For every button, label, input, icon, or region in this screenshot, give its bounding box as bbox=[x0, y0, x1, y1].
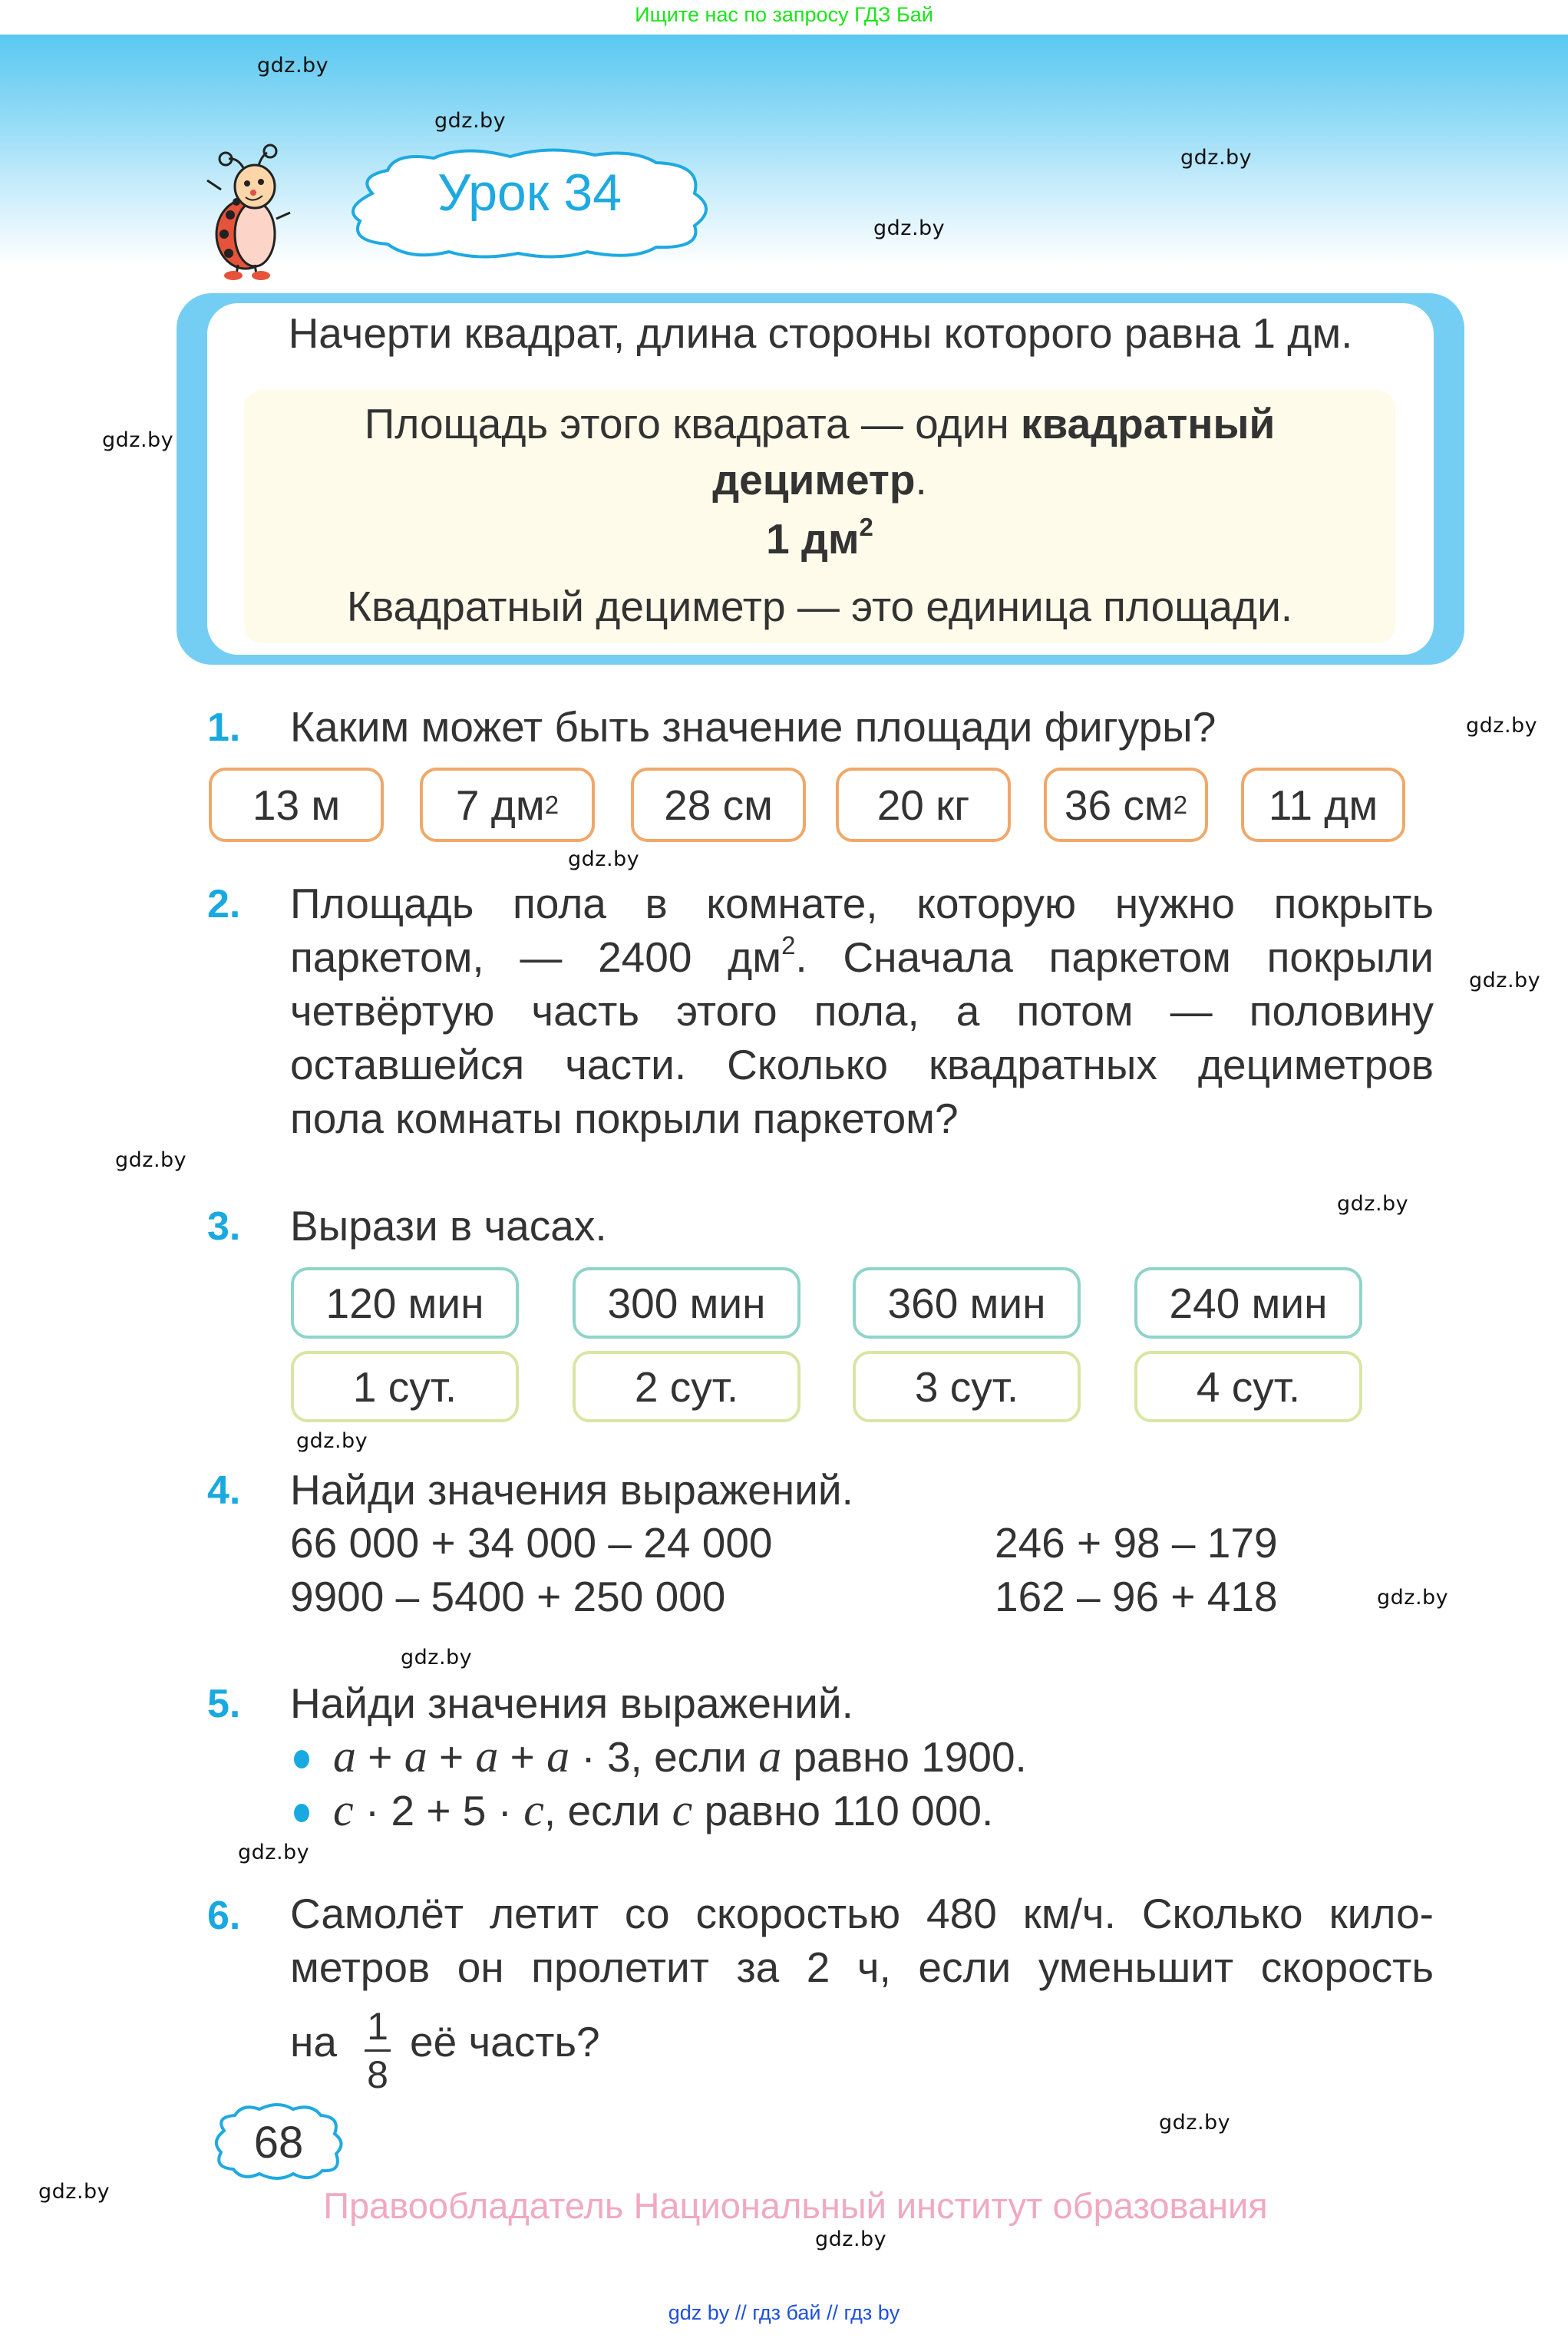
minutes-card[interactable]: 300 мин bbox=[573, 1267, 801, 1339]
days-card[interactable]: 2 сут. bbox=[573, 1351, 801, 1422]
days-card[interactable]: 1 сут. bbox=[291, 1351, 519, 1422]
watermark: gdz.by bbox=[102, 428, 174, 452]
area-option[interactable]: 20 кг bbox=[836, 768, 1011, 842]
watermark: gdz.by bbox=[1159, 2111, 1231, 2135]
task-6-pre: на bbox=[290, 2018, 337, 2066]
watermark: gdz.by bbox=[1466, 714, 1538, 738]
days-card[interactable]: 3 сут. bbox=[853, 1351, 1081, 1422]
expression: 9900 – 5400 + 250 000 bbox=[290, 1573, 726, 1620]
watermark: gdz.by bbox=[1469, 969, 1541, 992]
ladybug-icon bbox=[192, 142, 307, 280]
task-number: 4. bbox=[207, 1468, 241, 1513]
bullet-icon bbox=[294, 1804, 309, 1822]
expression: 66 000 + 34 000 – 24 000 bbox=[290, 1519, 773, 1567]
watermark: gdz.by bbox=[296, 1429, 368, 1453]
watermark: gdz.by bbox=[238, 1841, 310, 1864]
task-number: 3. bbox=[207, 1204, 241, 1249]
task-6-text: Самолёт летит со скоростью 480 км/ч. Сколько кило- метров он пролетит за 2 ч, если уменьшит скорость bbox=[290, 1890, 1434, 1991]
search-banner: Ищите нас по запросу ГДЗ Бай bbox=[635, 3, 933, 26]
task-5-text: Найди значения выражений. bbox=[290, 1679, 853, 1727]
minutes-card[interactable]: 120 мин bbox=[291, 1267, 519, 1339]
task-4-text: Найди значения выражений. bbox=[290, 1466, 853, 1514]
watermark: gdz.by bbox=[1377, 1586, 1449, 1610]
task-2-text: Площадь пола в комнате, которую нужно покрыть паркетом, — 2400 $дм^2$. Сначала паркетом покрыли четвёртую часть этого пола, а потом — половину оставшейся части. Сколько квадратных дециметров пола комнаты покрыли паркетом? bbox=[290, 880, 1434, 1142]
rule-unit: 1 $дм^2$ bbox=[766, 512, 873, 563]
area-option[interactable]: 11 дм bbox=[1241, 768, 1405, 842]
copyright-notice: Правообладатель Национальный институт образования bbox=[323, 2185, 1268, 2226]
bullet-icon bbox=[294, 1750, 309, 1768]
page-number: 68 bbox=[253, 2118, 304, 2168]
area-option[interactable]: 13 м bbox=[209, 768, 384, 842]
watermark: gdz.by bbox=[115, 1148, 187, 1172]
fraction: 1 8 bbox=[362, 2005, 393, 2096]
area-option[interactable]: 7 дм 2 bbox=[420, 768, 595, 842]
task-1-text: Каким может быть значение площади фигуры? bbox=[290, 703, 1216, 751]
rule-instruction: Начерти квадрат, длина стороны которого равна 1 дм. bbox=[288, 309, 1353, 357]
watermark: gdz.by bbox=[568, 847, 640, 871]
rule-line-1: Площадь этого квадрата — один квадратный bbox=[364, 400, 1276, 447]
watermark: gdz.by bbox=[1337, 1192, 1409, 1216]
task-3-text: Вырази в часах. bbox=[290, 1202, 607, 1250]
task-number: 6. bbox=[207, 1894, 241, 1938]
watermark: gdz.by bbox=[815, 2227, 887, 2251]
expression-a: a + a + a + a · 3, если a равно 1900. bbox=[333, 1731, 1027, 1782]
minutes-card[interactable]: 360 мин bbox=[853, 1267, 1081, 1339]
expression-c: c · 2 + 5 · c, если c равно 110 000. bbox=[333, 1785, 994, 1835]
footer-links[interactable]: gdz by // гдз бай // гдз by bbox=[668, 2301, 900, 2324]
area-option[interactable]: 36 см 2 bbox=[1044, 768, 1208, 842]
watermark: gdz.by bbox=[257, 54, 329, 78]
watermark: gdz.by bbox=[401, 1646, 473, 1669]
rule-line-2: дециметр. bbox=[712, 456, 927, 504]
watermark: gdz.by bbox=[1180, 146, 1253, 170]
area-option[interactable]: 28 см bbox=[631, 768, 806, 842]
watermark: gdz.by bbox=[873, 216, 946, 240]
days-card[interactable]: 4 сут. bbox=[1134, 1351, 1362, 1422]
rule-definition: Квадратный дециметр — это единица площади. bbox=[346, 583, 1293, 630]
task-number: 5. bbox=[207, 1682, 241, 1726]
task-number: 1. bbox=[207, 705, 241, 750]
minutes-card[interactable]: 240 мин bbox=[1134, 1267, 1362, 1339]
expression: 162 – 96 + 418 bbox=[995, 1573, 1278, 1620]
task-number: 2. bbox=[207, 882, 241, 926]
lesson-title: Урок 34 bbox=[437, 163, 622, 222]
expression: 246 + 98 – 179 bbox=[995, 1519, 1278, 1567]
watermark: gdz.by bbox=[434, 109, 507, 133]
task-6-post: её часть? bbox=[410, 2018, 600, 2066]
watermark: gdz.by bbox=[38, 2180, 111, 2204]
